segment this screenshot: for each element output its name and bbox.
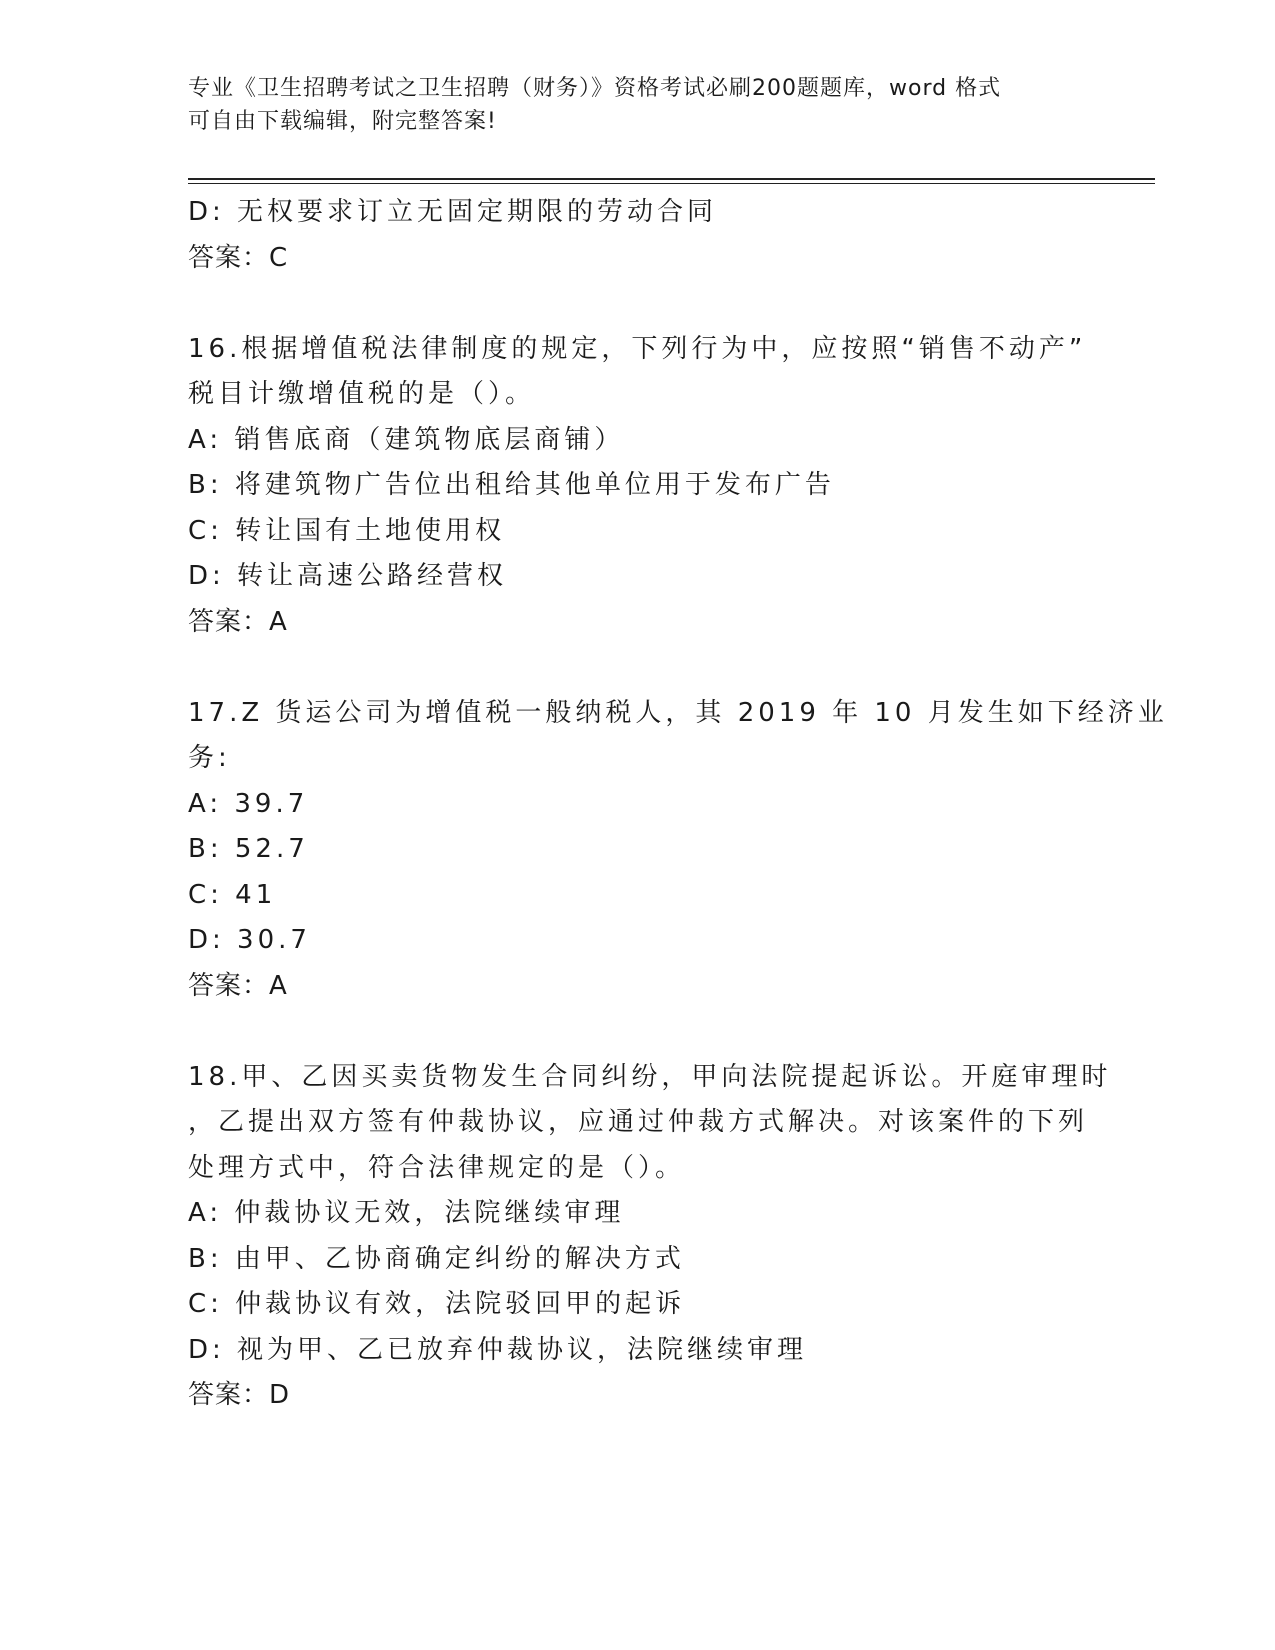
document-header: [188, 72, 1078, 138]
q16-option-c: C: 转让国有土地使用权: [188, 515, 506, 546]
q18-answer: 答案：D: [188, 1380, 291, 1410]
header-rule-thin: [188, 183, 1155, 184]
q18-option-c: C: 仲裁协议有效，法院驳回甲的起诉: [188, 1289, 686, 1319]
spacer: [188, 1009, 1088, 1055]
q18-stem-line-1: 18.甲、乙因买卖货物发生合同纠纷，甲向法院提起诉讼。开庭审理时: [188, 1061, 1112, 1092]
q18-option-a: A: 仲裁协议无效，法院继续审理: [188, 1198, 625, 1228]
q16-answer: 答案：A: [188, 606, 288, 637]
header-rule-thick: [188, 178, 1155, 180]
question-15-tail: [188, 190, 1088, 281]
q17-option-d: D: 30.7: [188, 925, 311, 955]
header-line-2: 可自由下载编辑，附完整答案!: [188, 109, 497, 134]
q18-option-b: B: 由甲、乙协商确定纠纷的解决方式: [188, 1243, 685, 1274]
q17-stem-line-1: 17.Z 货运公司为增值税一般纳税人，其 2019 年 10 月发生如下经济业: [188, 697, 1168, 728]
q18-option-d: D: 视为甲、乙已放弃仲裁协议，法院继续审理: [188, 1334, 808, 1365]
question-17: [188, 691, 1168, 1010]
question-18: [188, 1055, 1112, 1419]
question-16: [188, 327, 1088, 646]
header-line-1: 专业《卫生招聘考试之卫生招聘（财务）》资格考试必刷200题题库，word 格式: [188, 76, 1002, 101]
q16-stem-line-2: 税目计缴增值税的是（）。: [188, 379, 536, 409]
q17-answer: 答案：A: [188, 970, 288, 1001]
question-content: [188, 190, 1168, 1419]
spacer: [188, 645, 1088, 691]
q17-option-a: A: 39.7: [188, 788, 309, 819]
q18-stem-line-3: 处理方式中，符合法律规定的是（）。: [188, 1152, 686, 1183]
q16-option-b: B: 将建筑物广告位出租给其他单位用于发布广告: [188, 470, 835, 500]
q16-option-a: A: 销售底商（建筑物底层商铺）: [188, 424, 625, 455]
q16-option-d: D: 转让高速公路经营权: [188, 561, 508, 591]
q17-option-c: C: 41: [188, 879, 277, 910]
q15-option-d: D: 无权要求订立无固定期限的劳动合同: [188, 197, 718, 227]
q16-stem-line-1: 16.根据增值税法律制度的规定，下列行为中，应按照“销售不动产”: [188, 333, 1087, 364]
q17-option-b: B: 52.7: [188, 834, 309, 864]
q18-stem-line-2: ，乙提出双方签有仲裁协议，应通过仲裁方式解决。对该案件的下列: [188, 1107, 1089, 1137]
q15-answer: 答案：C: [188, 242, 289, 273]
spacer: [188, 281, 1088, 327]
q17-stem-line-2: 务:: [188, 743, 231, 773]
